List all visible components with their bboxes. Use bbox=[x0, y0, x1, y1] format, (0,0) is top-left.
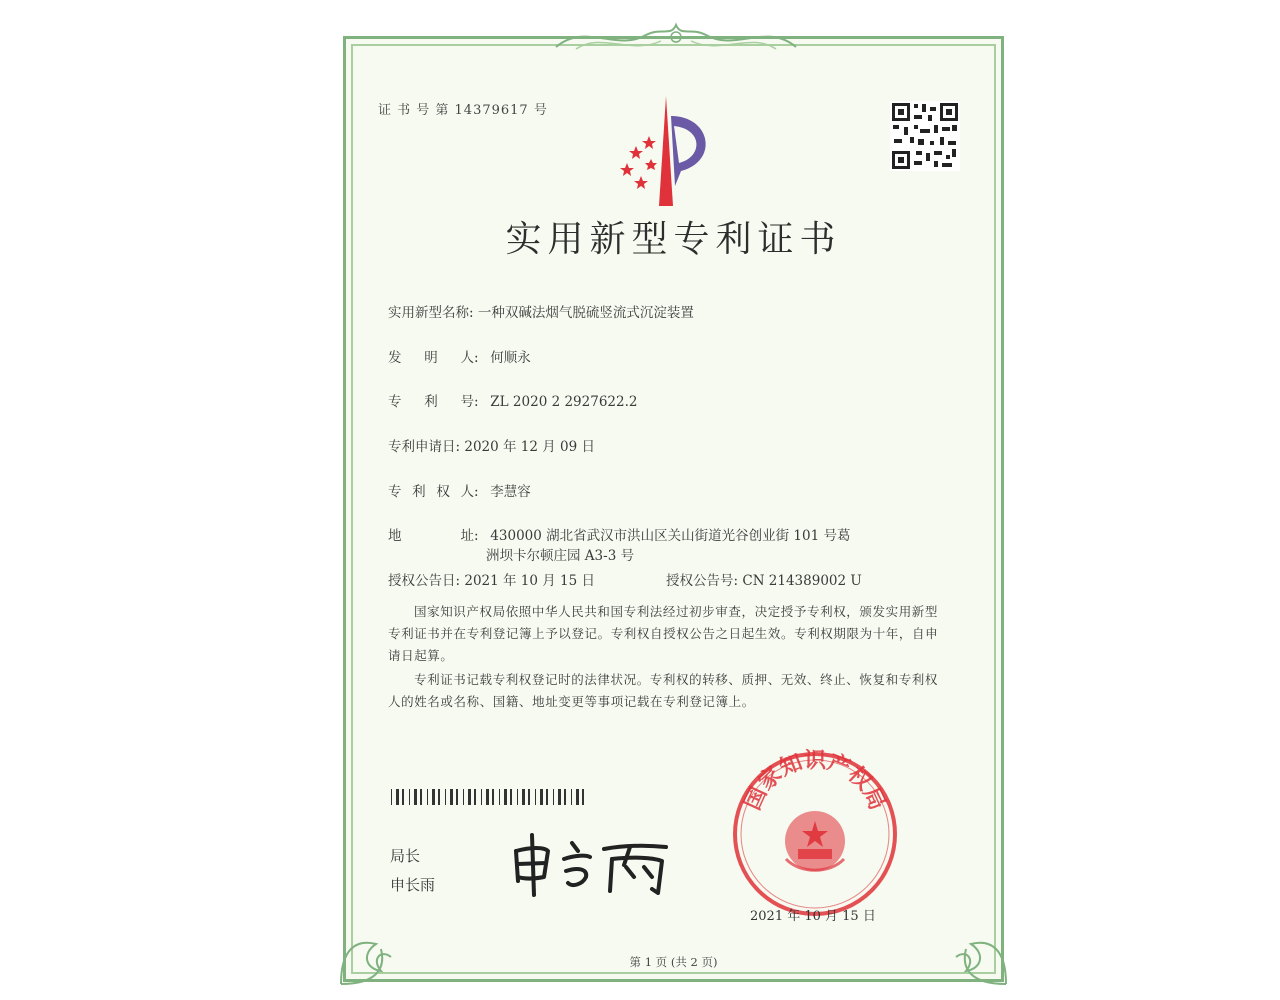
grant-date-label: 授权公告日: bbox=[388, 573, 461, 589]
grant-number-row bbox=[666, 569, 862, 589]
corner-ornament-icon bbox=[336, 899, 426, 989]
address-label: 地 址 bbox=[388, 528, 474, 544]
grant-date-value: 2021 年 10 月 15 日 bbox=[464, 573, 596, 589]
patent-number-label: 专 利 号 bbox=[388, 394, 474, 410]
corner-ornament-icon bbox=[921, 899, 1011, 989]
utility-model-name-label: 实用新型名称: bbox=[388, 305, 474, 321]
address-line-2: 洲坝卡尔顿庄园 A3-3 号 bbox=[486, 548, 635, 564]
official-seal-icon bbox=[730, 749, 900, 919]
qr-code-icon bbox=[890, 101, 960, 171]
certificate-number: 证 书 号 第 14379617 号 bbox=[378, 103, 548, 118]
patent-number-value: ZL 2020 2 2927622.2 bbox=[490, 394, 638, 410]
barcode-icon bbox=[391, 789, 591, 805]
svg-text:国家知识产权局 bbox=[740, 749, 889, 814]
application-date-label: 专利申请日: bbox=[388, 439, 461, 455]
director-title: 局长 bbox=[390, 847, 421, 865]
patentee-row: 专 利 权 人: 李慧容 bbox=[388, 480, 531, 500]
inventor-row: 发 明 人: 何顺永 bbox=[388, 346, 531, 366]
patentee-value: 李慧容 bbox=[490, 484, 531, 500]
seal-date: 2021 年 10 月 15 日 bbox=[750, 909, 876, 924]
utility-model-name-row bbox=[388, 301, 694, 321]
patent-number-row: 专 利 号: ZL 2020 2 2927622.2 bbox=[388, 390, 637, 410]
grant-statement-paragraph: 国家知识产权局依照中华人民共和国专利法经过初步审查，决定授予专利权，颁发实用新型专利证书并在专利登记簿上予以登记。专利权自授权公告之日起生效。专利权期限为十年，自申请日起算。 bbox=[388, 604, 939, 663]
application-date-value: 2020 年 12 月 09 日 bbox=[464, 439, 596, 455]
certificate-page bbox=[343, 36, 1004, 982]
inventor-label: 发 明 人 bbox=[388, 350, 474, 366]
director-name: 申长雨 bbox=[390, 876, 436, 894]
grant-number-label: 授权公告号: bbox=[666, 573, 739, 589]
address-line-1: 430000 湖北省武汉市洪山区关山街道光谷创业街 101 号葛 bbox=[490, 528, 851, 544]
address-row: 地 址: 430000 湖北省武汉市洪山区关山街道光谷创业街 101 号葛 bbox=[388, 524, 850, 544]
grant-date-row bbox=[388, 569, 595, 589]
grant-number-value: CN 214389002 U bbox=[742, 573, 862, 589]
certificate-title: 实用新型专利证书 bbox=[505, 219, 842, 260]
page-footer: 第 1 页 (共 2 页) bbox=[629, 955, 718, 969]
patent-office-logo-icon bbox=[611, 91, 721, 211]
patentee-label: 专 利 权 人 bbox=[388, 484, 474, 500]
top-ornament-icon bbox=[546, 17, 806, 57]
seal-text: 国家知识产权局 bbox=[740, 749, 890, 814]
utility-model-name-value: 一种双碱法烟气脱硫竖流式沉淀装置 bbox=[477, 305, 694, 321]
legal-status-paragraph: 专利证书记载专利权登记时的法律状况。专利权的转移、质押、无效、终止、恢复和专利权人的姓名或名称、国籍、地址变更等事项记载在专利登记簿上。 bbox=[388, 672, 939, 709]
signature-icon bbox=[506, 829, 676, 899]
inventor-value: 何顺永 bbox=[490, 350, 531, 366]
application-date-row bbox=[388, 435, 595, 455]
